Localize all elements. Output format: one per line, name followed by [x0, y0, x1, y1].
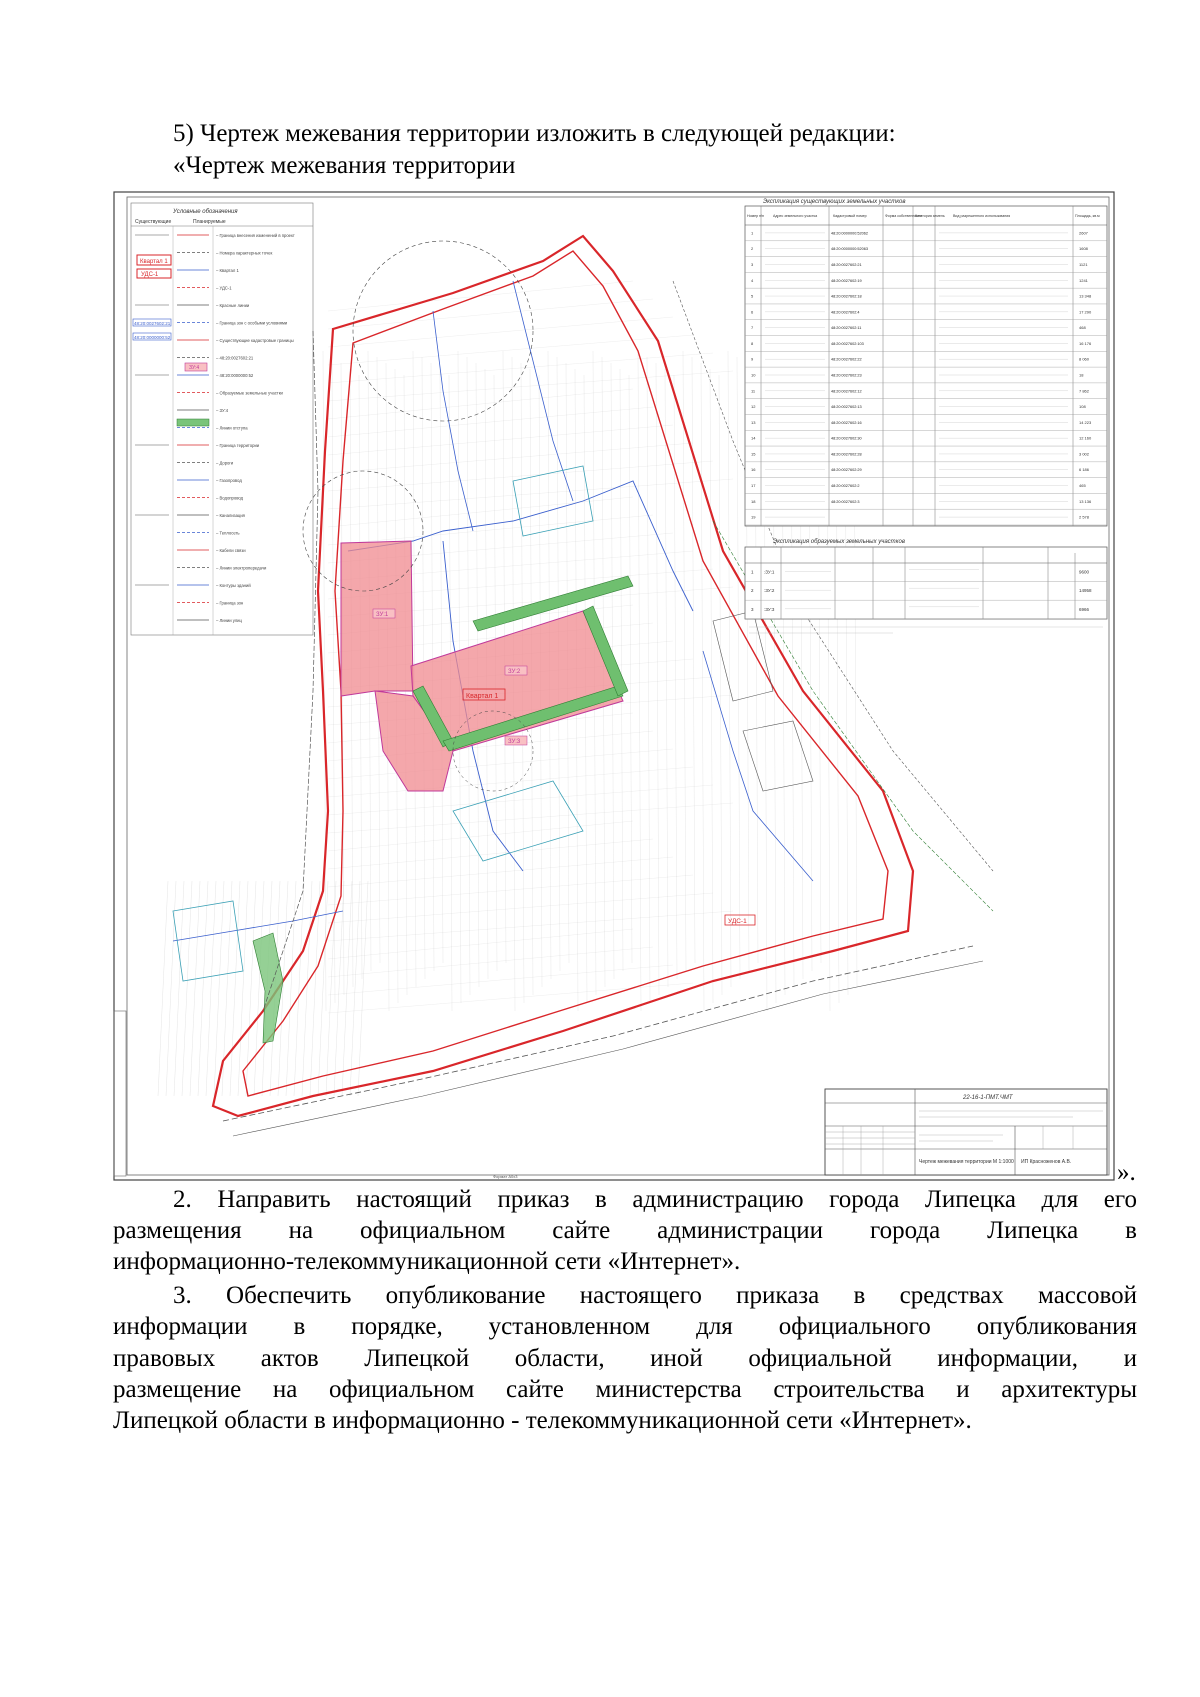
table1-row-num: 18 — [751, 498, 756, 504]
legend-row-label: – 48:20:0027602:21 — [216, 355, 254, 361]
legend-col1: Существующие — [135, 219, 172, 225]
table1-area: 108 — [1079, 404, 1086, 410]
zone-zu-1 — [341, 541, 413, 696]
paragraph-3-line-1: 3. Обеспечить опубликование настоящего приказа в средствах массовой — [173, 1282, 1137, 1309]
uds-label: УДС-1 — [728, 918, 747, 925]
table1-row-num: 7 — [751, 325, 754, 331]
table1-header: Площадь, кв.м — [1075, 214, 1100, 218]
legend-row-label: – Дороги — [216, 460, 234, 466]
table1-header: Адрес земельного участка — [773, 214, 818, 218]
table1-area: 8 060 — [1079, 356, 1090, 362]
table1-area: 2607 — [1079, 230, 1088, 236]
table1-cadastral: 48:20:0027602:2 — [831, 484, 860, 489]
paragraph-3-line-3: правовых актов Липецкой области, иной официальной информации, и — [113, 1345, 1137, 1372]
format-label: Формат А0x3 — [493, 1174, 518, 1179]
table1-row-num: 16 — [751, 467, 756, 473]
table1-area: 13 348 — [1079, 293, 1092, 299]
legend-green-box — [177, 419, 209, 426]
table1-cadastral: 48:20:0027602:12 — [831, 389, 862, 394]
table1-row-num: 1 — [751, 230, 754, 236]
table2-row-zu: :ЗУ:2 — [764, 588, 775, 594]
table-planned-plots — [745, 539, 1107, 633]
table1-cadastral: 48:20:0027602:13 — [831, 405, 862, 410]
legend-row-label: – Граница внесения изменений в проект — [216, 233, 295, 238]
legend-col2: Планируемые — [193, 219, 226, 225]
table1-area: 1241 — [1079, 277, 1088, 283]
table1-area: 468 — [1079, 325, 1086, 331]
table1-area: 7 862 — [1079, 388, 1090, 394]
stamp-company: ИП Красноженов А.В. — [1021, 1159, 1072, 1165]
intro-line-1: 5) Чертеж межевания территории изложить в следующей редакции: — [173, 120, 896, 147]
table1-cadastral: 48:20:0027602:18 — [831, 294, 862, 299]
table1-row-num: 9 — [751, 356, 754, 362]
table1-cadastral: 48:20:0027602:19 — [831, 278, 862, 283]
legend-row-label: – Линии электропередачи — [216, 565, 267, 571]
table1-area: 18 — [1079, 372, 1084, 378]
legend-uds-label: УДС-1 — [141, 272, 159, 278]
table1-row-num: 10 — [751, 372, 756, 378]
table2-row-zu: :ЗУ:1 — [764, 569, 775, 575]
legend-row-label: – Линии улиц — [216, 618, 242, 623]
table1-header: Форма собственности — [885, 214, 922, 218]
table2-row-num: 2 — [751, 588, 754, 594]
table1-cadastral: 48:20:0027602:29 — [831, 468, 862, 473]
table1-area: 6 186 — [1079, 467, 1090, 473]
table1-cadastral: 48:20:0027602:23 — [831, 373, 862, 378]
stamp-sheet: Чертеж межевания территории М 1:1000 — [919, 1159, 1014, 1165]
table1-cadastral: 48:20:0027602:103 — [831, 341, 864, 346]
table2-row-area: 9600 — [1079, 569, 1090, 575]
table1-area: 1608 — [1079, 246, 1088, 252]
table1-area: 13 136 — [1079, 498, 1092, 504]
table1-area: 1121 — [1079, 261, 1088, 267]
table1-row-num: 19 — [751, 514, 756, 520]
legend-row-label: – Газопровод — [216, 478, 242, 483]
table1-row-num: 11 — [751, 388, 756, 394]
paragraph-2-line-1: 2. Направить настоящий приказ в администрацию города Липецка для его — [173, 1186, 1137, 1213]
legend-row-label: – Номера характерных точек — [216, 250, 273, 256]
table1-row-num: 2 — [751, 246, 754, 252]
paragraph-3-line-5: Липецкой области в информационно - телекоммуникационной сети «Интернет». — [113, 1407, 972, 1434]
legend-row-label: – Существующие кадастровые границы — [216, 338, 294, 343]
table1-area: 465 — [1079, 483, 1086, 489]
legend-row-label: – Образуемые земельные участки — [216, 390, 283, 396]
table1-row-num: 13 — [751, 419, 756, 425]
legend-row-label: – Кабели связи — [216, 548, 246, 553]
legend-row-label: – Теплосеть — [216, 530, 240, 536]
table-existing-plots — [745, 199, 1107, 526]
table1-row-num: 6 — [751, 309, 754, 315]
drawing-svg — [113, 191, 1115, 1181]
table1-row-num: 12 — [751, 404, 756, 410]
table1-title: Экспликация существующих земельных участков — [763, 199, 906, 205]
stamp-code: 22-16-1-ПМТ.ЧМТ — [963, 1095, 1013, 1101]
paragraph-2-line-3: информационно-телекоммуникационной сети «Интернет». — [113, 1248, 741, 1275]
paragraph-3-line-2: информации в порядке, установленном для официального опубликования — [113, 1313, 1137, 1340]
table2-row-area: 14958 — [1079, 588, 1092, 594]
legend-row-label: – УДС-1 — [216, 285, 232, 291]
legend-row-label: – Граница зон с особыми условиями — [216, 320, 288, 326]
legend-row-label: – Контуры зданий — [216, 583, 251, 588]
table1-cadastral: 48:20:0027602:16 — [831, 420, 862, 425]
legend-cad-2: 48:20:0000000:52 — [134, 335, 171, 340]
legend-row-label: – Граница зон — [216, 600, 244, 606]
table1-cadastral: 48:20:0027602:4 — [831, 310, 860, 315]
table1-area: 14 223 — [1079, 419, 1092, 425]
table1-area: 2 578 — [1079, 514, 1090, 520]
legend-title: Условные обозначения — [173, 209, 238, 215]
legend-row-label: – ЗУ:4 — [216, 408, 229, 413]
intro-line-2: «Чертеж межевания территории — [173, 152, 516, 179]
table1-cadastral: 48:20:0027602:22 — [831, 357, 862, 362]
legend-row-label: – Красные линии — [216, 303, 250, 308]
table2-title: Экспликация образуемых земельных участков — [773, 539, 905, 545]
table1-row-num: 17 — [751, 483, 756, 489]
table1-cadastral: 48:20:0027602:3 — [831, 499, 860, 504]
legend-row-label: – Линии отступа — [216, 425, 248, 431]
table1-row-num: 5 — [751, 293, 754, 299]
table1-area: 16 176 — [1079, 340, 1092, 346]
legend-zu-label: ЗУ:4 — [189, 365, 200, 371]
paragraph-2-line-2: размещения на официальном сайте администрации города Липецка в — [113, 1217, 1137, 1244]
table1-cadastral: 48:20:0027602:21 — [831, 262, 862, 267]
table2-row-area: 6966 — [1079, 606, 1090, 612]
table1-cadastral: 48:20:0000000:52063 — [831, 247, 868, 252]
table1-header: Категория земель — [915, 214, 945, 218]
legend-quarter-label: Квартал 1 — [140, 259, 168, 265]
legend-row-label: – 48:20:0000000:52 — [216, 373, 254, 378]
table1-cadastral: 48:20:0000000:52062 — [831, 231, 868, 236]
table1-header: Номер п/п — [747, 214, 764, 218]
paragraph-3-line-4: размещение на официальном сайте министерства строительства и архитектуры — [113, 1376, 1137, 1403]
table1-row-num: 14 — [751, 435, 756, 441]
table1-row-num: 3 — [751, 261, 754, 267]
zone-label-1: ЗУ:1 — [376, 612, 389, 618]
table1-cadastral: 48:20:0027602:11 — [831, 326, 862, 331]
table2-row-zu: :ЗУ:3 — [764, 606, 775, 612]
table2-row-num: 3 — [751, 606, 754, 612]
table1-area: 12 160 — [1079, 435, 1092, 441]
table1-area: 17 290 — [1079, 309, 1092, 315]
legend-row-label: – Граница территории — [216, 443, 260, 448]
table1-header: Кадастровый номер — [833, 214, 867, 218]
legend-row-label: – Квартал 1 — [216, 268, 239, 273]
quarter-label: Квартал 1 — [466, 693, 499, 700]
table2-row-num: 1 — [751, 569, 754, 575]
legend-cad-1: 48:20:0027602:21 — [134, 321, 171, 326]
table1-cadastral: 48:20:0027602:30 — [831, 436, 862, 441]
table1-row-num: 8 — [751, 340, 754, 346]
survey-drawing — [113, 191, 1115, 1181]
table1-area: 3 002 — [1079, 451, 1090, 457]
table1-row-num: 4 — [751, 277, 754, 283]
legend-row-label: – Канализация — [216, 513, 245, 518]
zone-label-3: ЗУ:3 — [508, 739, 521, 745]
table1-row-num: 15 — [751, 451, 756, 457]
table1-header: Вид разрешенного использования — [953, 214, 1011, 218]
closing-quote: ». — [1117, 1159, 1136, 1186]
table1-cadastral: 48:20:0027602:28 — [831, 452, 862, 457]
zone-label-2: ЗУ:2 — [508, 669, 521, 675]
legend-row-label: – Водопровод — [216, 495, 244, 501]
